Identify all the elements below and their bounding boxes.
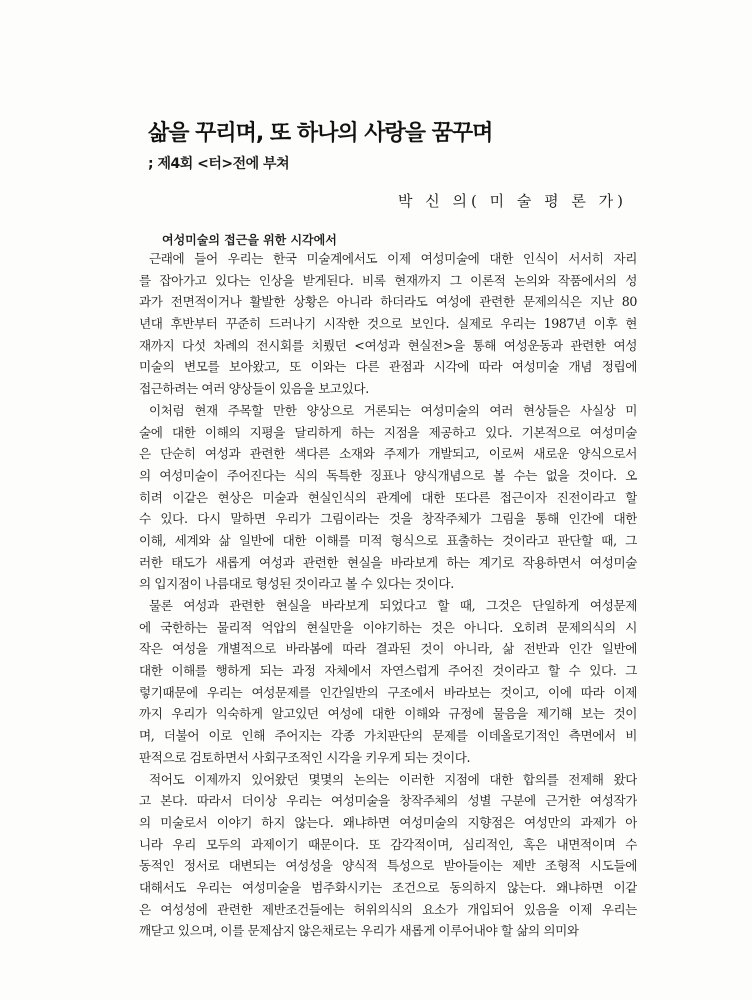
text-line: 적어도 이제까지 있어왔던 몇몇의 논의는 이러한 지점에 대한 합의를 전제해 왔다 xyxy=(149,771,637,787)
text-line: 깨닫고 있으며, 이를 문제삼지 않은채로는 우리가 새롭게 이루어내야 할 삶의 의미와 xyxy=(139,923,579,939)
author-byline: 박 신 의( 미 술 평 론 가) xyxy=(398,192,628,210)
text-line: 판적으로 검토하면서 사회구조적인 시각을 키우게 되는 것이다. xyxy=(139,749,471,765)
paragraph xyxy=(139,769,637,943)
text-line: 은 단순히 여성과 관련한 색다른 소재와 주제가 개발되고, 이로써 새로운 양식으로서 xyxy=(139,446,637,462)
text-line: 동적인 정서로 대변되는 여성성을 양식적 특성으로 받아들이는 제반 조형적 시도들에 xyxy=(139,858,637,874)
text-line: 의 여성미술이 주어진다는 식의 독특한 징표나 양식개념으로 볼 수는 없을 것이다. 오 xyxy=(139,467,637,483)
text-line: 며, 더불어 이로 인해 주어지는 각종 가치판단의 문제를 이데올로기적인 측면에서 비 xyxy=(139,728,637,744)
text-line: 은 여성성에 관련한 제반조건들에는 허위의식의 요소가 개입되어 있음을 이제 우리는 xyxy=(139,901,637,917)
paragraph xyxy=(139,248,637,400)
text-line: 히려 이같은 현상은 미술과 현실인식의 관계에 대한 또다른 접근이자 진전이라고 할 xyxy=(139,489,637,505)
document-subtitle: ; 제4회 <터>전에 부쳐 xyxy=(148,156,290,172)
text-line: 술에 대한 이해의 지평을 달리하게 하는 지점을 제공하고 있다. 기본적으로 여성미술 xyxy=(139,424,637,440)
text-line: 대한 이해를 행하게 되는 과정 자체에서 자연스럽게 주어진 것이라고 할 수 있다. 그 xyxy=(139,663,637,679)
text-line: 의 입지점이 나름대로 형성된 것이라고 볼 수 있다는 것이다. xyxy=(139,576,454,592)
text-line: 이처럼 현재 주목할 만한 양상으로 거론되는 여성미술의 여러 현상들은 사실상 미 xyxy=(149,402,637,418)
paragraph xyxy=(139,595,637,769)
section-heading: 여성미술의 접근을 위한 시각에서 xyxy=(162,233,337,247)
text-line: 에 국한하는 물리적 억압의 현실만을 이야기하는 것은 아니다. 오히려 문제의식의 시 xyxy=(139,619,637,635)
text-line: 작은 여성을 개별적으로 바라봄에 따라 결과된 것이 아니라, 삶 전반과 인간 일반에 xyxy=(139,641,637,657)
article-body xyxy=(139,248,637,942)
paragraph xyxy=(139,400,637,595)
document-title: 삶을 꾸리며, 또 하나의 사랑을 꿈꾸며 xyxy=(148,121,493,146)
text-line: 근래에 들어 우리는 한국 미술계에서도 이제 여성미술에 대한 인식이 서서히 자리 xyxy=(149,251,637,266)
text-line: 의 미술로서 이야기 하지 않는다. 왜냐하면 여성미술의 지향점은 여성만의 과제가 아 xyxy=(139,814,637,830)
text-line: 까지 우리가 익숙하게 알고있던 여성에 대한 이해와 규정에 물음을 제기해 보는 것이 xyxy=(139,706,637,722)
text-line: 렇기때문에 우리는 여성문제를 인간일반의 구조에서 바라보는 것이고, 이에 따라 이제 xyxy=(139,684,637,700)
text-line: 수 있다. 다시 말하면 우리가 그림이라는 것을 창작주체가 그림을 통해 인간에 대한 xyxy=(139,511,637,527)
text-line: 이해, 세계와 삶 일반에 대한 이해를 미적 형식으로 표출하는 것이라고 판단할 때, 그 xyxy=(139,532,637,548)
text-line: 고 본다. 따라서 더이상 우리는 여성미술을 창작주체의 성별 구분에 근거한 여성작가 xyxy=(139,793,637,809)
text-line: 과가 전면적이거나 활발한 상황은 아니라 하더라도 여성에 관련한 문제의식은 지난 80 xyxy=(139,294,637,310)
text-line: 재까지 다섯 차례의 전시회를 치뤘던 <여성과 현실전>을 통해 여성운동과 관련한 여성 xyxy=(139,337,637,353)
text-line: 년대 후반부터 꾸준히 드러나기 시작한 것으로 보인다. 실제로 우리는 1987년 이후 현 xyxy=(139,316,637,332)
text-line: 미술의 변모를 보아왔고, 또 이와는 다른 관점과 시각에 따라 여성미술 개념 정립에 xyxy=(139,359,637,375)
text-line: 물론 여성과 관련한 현실을 바라보게 되었다고 할 때, 그것은 단일하게 여성문제 xyxy=(149,598,637,613)
text-line: 니라 우리 모두의 과제이기 때문이다. 또 감각적이며, 심리적인, 혹은 내면적이며 수 xyxy=(139,836,637,852)
text-line: 러한 태도가 새롭게 여성과 관련한 현실을 바라보게 하는 계기로 작용하면서 여성미술 xyxy=(139,554,637,570)
text-line: 대해서도 우리는 여성미술을 범주화시키는 조건으로 동의하지 않는다. 왜냐하면 이같 xyxy=(139,879,637,895)
text-line: 접근하려는 여러 양상들이 있음을 보고있다. xyxy=(139,381,369,397)
text-line: 를 잡아가고 있다는 인상을 받게된다. 비록 현재까지 그 이론적 논의와 작품에서의 성 xyxy=(139,272,637,288)
